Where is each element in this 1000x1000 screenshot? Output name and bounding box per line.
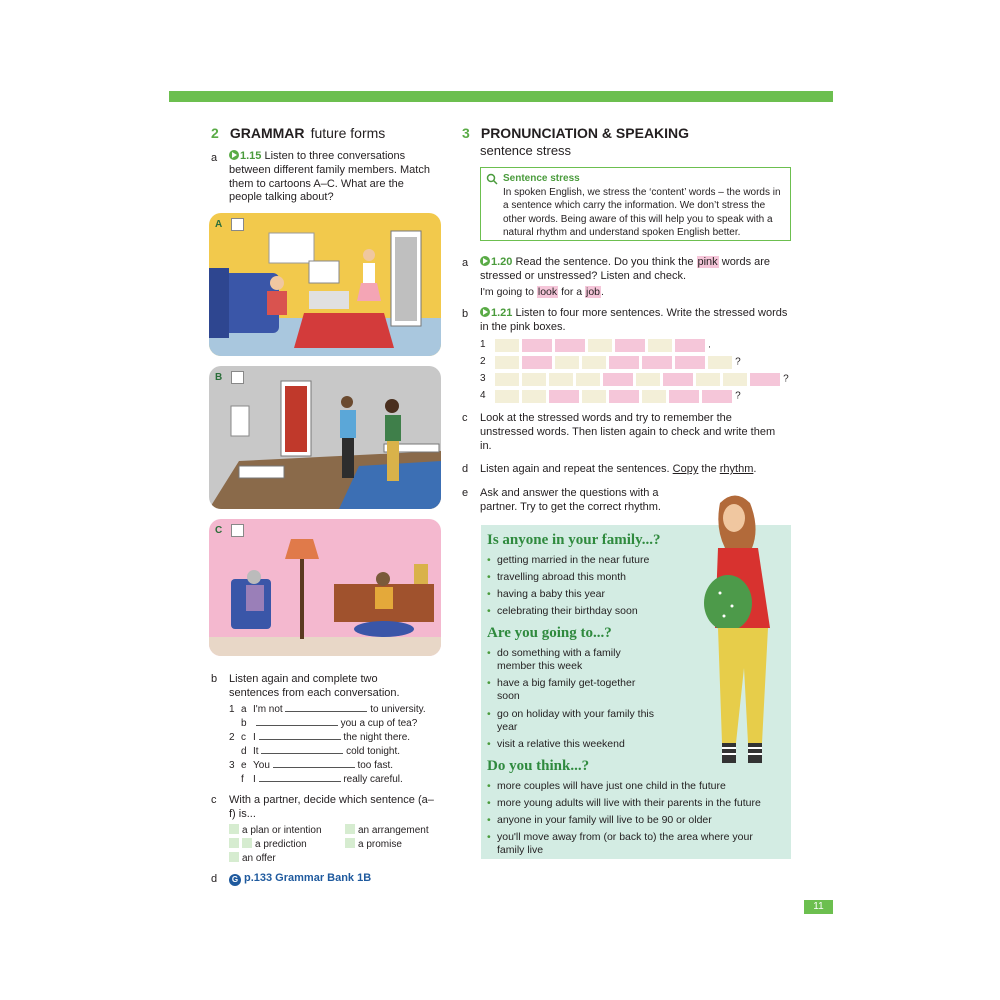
section-title: GRAMMAR — [229, 125, 305, 141]
tip-text: In spoken English, we stress the ‘content’ words – the words in a sentence which carry the information. We don’t stress the other words. Being aware of this will help you to speak with a natural rhythm and understand spoken English better. — [503, 186, 781, 238]
blank-input[interactable] — [261, 753, 343, 754]
audio-icon[interactable] — [229, 150, 239, 160]
unstressed-box[interactable] — [495, 339, 519, 352]
question-list — [487, 647, 657, 751]
list-item: • getting married in the near future — [487, 554, 687, 567]
blank-input[interactable] — [256, 725, 338, 726]
list-item: • anyone in your family will live to be 90 or older — [487, 814, 782, 827]
exercise-letter: d — [211, 873, 218, 885]
option-arrangement[interactable]: an arrangement — [345, 824, 429, 838]
option-prediction[interactable]: a prediction — [229, 838, 307, 852]
answer-checkbox[interactable] — [231, 218, 244, 231]
exercise-letter: b — [462, 308, 469, 320]
exercise-2b: Listen again and complete two sentences from each conversation. — [229, 673, 400, 699]
list-item: • visit a relative this weekend — [487, 738, 657, 751]
section-number: 3 — [462, 125, 470, 141]
unstressed-box[interactable] — [582, 390, 606, 403]
list-item: • have a big family get-together soon — [487, 677, 657, 703]
stressed-box[interactable] — [750, 373, 780, 386]
option-box[interactable] — [345, 824, 355, 834]
section-title: PRONUNCIATION & SPEAKING — [480, 125, 690, 141]
stressed-box[interactable] — [549, 390, 579, 403]
stressed-box[interactable] — [669, 390, 699, 403]
exercise-letter: d — [462, 463, 469, 475]
blank-input[interactable] — [285, 711, 367, 712]
track-number: 1.20 — [491, 256, 513, 268]
stress-row-2: 2 ? — [480, 356, 741, 368]
unstressed-box[interactable] — [648, 339, 672, 352]
exercise-text: Listen to three conversations between different family members. Match them to cartoons A–C. What are the people talking about? — [229, 150, 430, 204]
question-list — [487, 780, 782, 858]
answer-checkbox[interactable] — [231, 524, 244, 537]
stressed-box[interactable] — [555, 339, 585, 352]
stressed-box[interactable] — [609, 390, 639, 403]
fill-sentence-3e: 3 e You too fast. — [229, 760, 394, 771]
sentence-stress-tip — [480, 167, 791, 241]
page-number: 11 — [804, 900, 833, 914]
list-item: • do something with a family member this week — [487, 647, 657, 673]
cartoon-a-illustration — [209, 213, 441, 356]
unstressed-box[interactable] — [636, 373, 660, 386]
audio-icon[interactable] — [480, 256, 490, 266]
exercise-letter: a — [462, 257, 469, 269]
unstressed-box[interactable] — [582, 356, 606, 369]
option-box[interactable] — [242, 838, 252, 848]
option-box[interactable] — [345, 838, 355, 848]
list-item: • travelling abroad this month — [487, 571, 687, 584]
pregnant-woman-illustration — [690, 488, 780, 773]
stressed-box[interactable] — [615, 339, 645, 352]
stressed-box[interactable] — [663, 373, 693, 386]
fill-sentence-3f: f I really careful. — [241, 774, 403, 785]
audio-icon[interactable] — [480, 307, 490, 317]
exercise-2a — [229, 150, 435, 205]
stressed-box[interactable] — [522, 356, 552, 369]
stressed-box[interactable] — [642, 356, 672, 369]
stressed-box[interactable] — [702, 390, 732, 403]
section-3-header — [462, 125, 689, 143]
option-promise[interactable]: a promise — [345, 838, 402, 852]
exercise-3b: 1.21 Listen to four more sentences. Write the stressed words in the pink boxes. — [480, 307, 788, 333]
stressed-box[interactable] — [609, 356, 639, 369]
unstressed-box[interactable] — [495, 390, 519, 403]
exercise-2c: With a partner, decide which sentence (a–f) is... — [229, 794, 434, 820]
blank-input[interactable] — [259, 739, 341, 740]
exercise-3c: Look at the stressed words and try to remember the unstressed words. Then listen again to check and write them in. — [480, 412, 776, 452]
question-group-heading: Do you think...? — [487, 757, 590, 774]
example-sentence: I'm going to look for a job. — [480, 286, 604, 298]
exercise-3d: Listen again and repeat the sentences. Copy the rhythm. — [480, 463, 757, 475]
list-item: • more young adults will live with their parents in the future — [487, 797, 782, 810]
list-item: • celebrating their birthday soon — [487, 605, 687, 618]
option-box[interactable] — [229, 852, 239, 862]
blank-input[interactable] — [273, 767, 355, 768]
cartoon-c-illustration — [209, 519, 441, 656]
exercise-letter: e — [462, 487, 469, 499]
section-number: 2 — [211, 125, 219, 141]
cartoon-label: A — [215, 219, 223, 230]
top-color-bar — [169, 91, 833, 102]
cartoon-label: B — [215, 372, 223, 383]
cartoon-b — [209, 366, 441, 509]
exercise-3e: Ask and answer the questions with a partner. Try to get the correct rhythm. — [480, 487, 661, 513]
stress-row-1: 1 . — [480, 339, 711, 351]
unstressed-box[interactable] — [522, 390, 546, 403]
stressed-word: job — [586, 286, 601, 298]
stressed-word: look — [537, 286, 558, 298]
track-number: 1.15 — [240, 150, 262, 162]
pink-word: pink — [697, 256, 718, 268]
unstressed-box[interactable] — [588, 339, 612, 352]
stress-row-3: 3 ? — [480, 373, 789, 385]
grammar-bank-link[interactable]: G p.133 Grammar Bank 1B — [229, 872, 371, 886]
cartoon-c — [209, 519, 441, 656]
magnifier-icon — [486, 173, 498, 185]
tip-title: Sentence stress — [503, 173, 580, 184]
question-group-heading: Are you going to...? — [487, 625, 612, 642]
fill-sentence-1a: 1 a I'm not to university. — [229, 704, 426, 715]
unstressed-box[interactable] — [549, 373, 573, 386]
stressed-box[interactable] — [603, 373, 633, 386]
option-offer[interactable]: an offer — [229, 852, 276, 866]
track-number: 1.21 — [491, 307, 513, 319]
exercise-letter: b — [211, 673, 218, 685]
list-item: • you'll move away from (or back to) the area where your family live — [487, 831, 782, 857]
exercise-letter: c — [462, 412, 468, 424]
option-plan[interactable]: a plan or intention — [229, 824, 322, 838]
list-item: • more couples will have just one child in the future — [487, 780, 782, 793]
stressed-box[interactable] — [675, 356, 705, 369]
section-subtitle: future forms — [310, 125, 386, 141]
stressed-box[interactable] — [522, 339, 552, 352]
grammar-bank-icon: G — [229, 874, 241, 886]
stressed-box[interactable] — [675, 339, 705, 352]
section-subtitle: sentence stress — [480, 143, 572, 158]
unstressed-box[interactable] — [555, 356, 579, 369]
fill-sentence-2c: 2 c I the night there. — [229, 732, 411, 743]
cartoon-a — [209, 213, 441, 356]
fill-sentence-1b: b you a cup of tea? — [241, 718, 418, 729]
option-box[interactable] — [229, 838, 239, 848]
list-item: • having a baby this year — [487, 588, 687, 601]
question-group-heading: Is anyone in your family...? — [487, 532, 661, 548]
unstressed-box[interactable] — [495, 356, 519, 369]
exercise-3a: 1.20 Read the sentence. Do you think the pink words are stressed or unstressed? Listen and check. — [480, 256, 771, 282]
unstressed-box[interactable] — [576, 373, 600, 386]
answer-checkbox[interactable] — [231, 371, 244, 384]
cartoon-label: C — [215, 525, 223, 536]
blank-input[interactable] — [259, 781, 341, 782]
option-box[interactable] — [229, 824, 239, 834]
list-item: • go on holiday with your family this year — [487, 708, 657, 734]
stress-row-4: 4 ? — [480, 390, 741, 402]
unstressed-box[interactable] — [723, 373, 747, 386]
fill-sentence-2d: d It cold tonight. — [241, 746, 401, 757]
exercise-letter: c — [211, 794, 217, 806]
unstressed-box[interactable] — [522, 373, 546, 386]
question-list — [487, 554, 687, 619]
cartoon-b-illustration — [209, 366, 441, 509]
unstressed-box[interactable] — [495, 373, 519, 386]
exercise-letter: a — [211, 152, 218, 164]
section-2-header — [211, 125, 385, 143]
unstressed-box[interactable] — [696, 373, 720, 386]
unstressed-box[interactable] — [642, 390, 666, 403]
unstressed-box[interactable] — [708, 356, 732, 369]
